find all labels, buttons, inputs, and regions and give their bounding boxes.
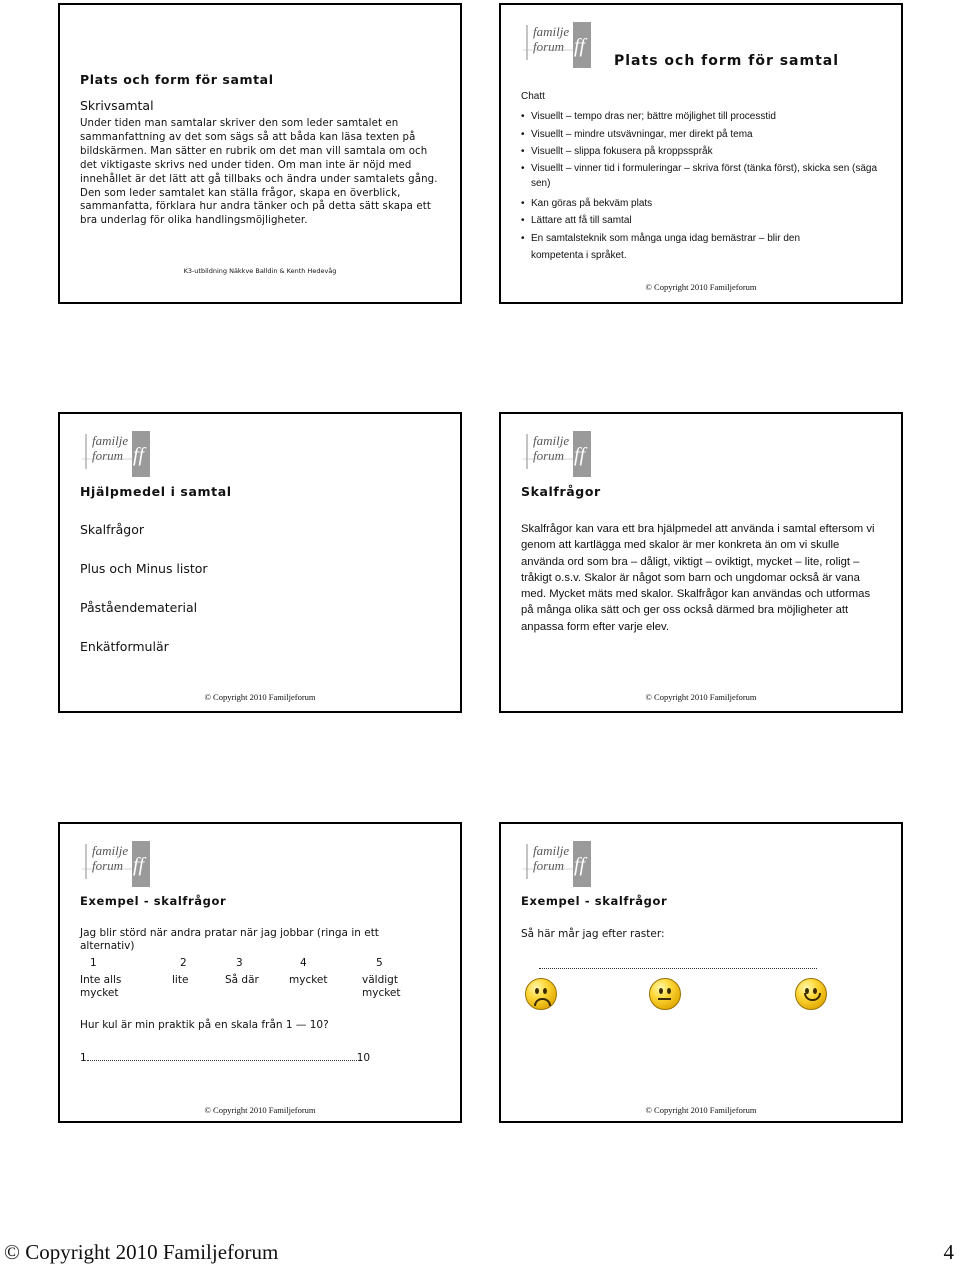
svg-text:familje: familje <box>533 433 570 448</box>
scale-number: 3 <box>236 957 243 969</box>
svg-text:familje: familje <box>533 24 570 39</box>
slide-heading: Chatt <box>521 91 545 102</box>
list-item: • Visuellt – tempo dras ner; bättre möjlighet till processtid <box>521 108 891 126</box>
familjeforum-logo <box>521 839 593 889</box>
slide-title: Skalfrågor <box>521 484 601 499</box>
svg-text:forum: forum <box>92 858 124 873</box>
scale-label: mycket <box>289 974 328 986</box>
question-text: Hur kul är min praktik på en skala från 1 — 10? <box>80 1019 329 1031</box>
list-item: Påståendematerial <box>80 600 198 615</box>
list-item: • En samtalsteknik som många unga idag bemästrar – blir den kompetenta i språket. <box>521 230 851 265</box>
scale-number: 1 <box>90 957 97 969</box>
prompt-text: Så här mår jag efter raster: <box>521 928 665 940</box>
slide-6 <box>499 822 903 1123</box>
happy-face-icon <box>795 978 827 1010</box>
scale-line <box>80 1052 370 1064</box>
scale-number: 4 <box>300 957 307 969</box>
copyright-text: © Copyright 2010 Familjeforum <box>645 692 757 702</box>
footer-copyright: © Copyright 2010 Familjeforum <box>4 1240 279 1264</box>
svg-text:ff: ff <box>133 854 145 876</box>
copyright-text: © Copyright 2010 Familjeforum <box>204 1105 316 1115</box>
svg-text:ff: ff <box>574 854 586 876</box>
slide-4 <box>499 412 903 713</box>
slide-title: Hjälpmedel i samtal <box>80 484 232 499</box>
question-text: Jag blir störd när andra pratar när jag jobbar (ringa in ett alternativ) <box>80 927 379 952</box>
scale-label: Så där <box>225 974 259 986</box>
slide-title: Plats och form för samtal <box>80 72 274 87</box>
list-item: Enkätformulär <box>80 639 169 654</box>
scale-label: väldigt mycket <box>362 974 401 999</box>
svg-text:forum: forum <box>533 39 565 54</box>
list-item: • Visuellt – vinner tid i formuleringar – skriva först (tänka först), skicka sen (säga sen) <box>521 161 891 192</box>
scale-label: Inte alls mycket <box>80 974 122 999</box>
scale-label: lite <box>172 974 189 986</box>
familjeforum-logo <box>80 429 152 479</box>
svg-text:forum: forum <box>533 448 565 463</box>
svg-text:familje: familje <box>533 843 570 858</box>
familjeforum-logo <box>521 20 593 70</box>
item-list <box>80 522 208 678</box>
copyright-text: © Copyright 2010 Familjeforum <box>645 282 757 292</box>
list-item: • Visuellt – slippa fokusera på kroppsspråk <box>521 143 891 161</box>
page-number: 4 <box>943 1240 954 1264</box>
svg-text:forum: forum <box>92 448 124 463</box>
slide-1 <box>58 3 462 304</box>
slide-body: Skalfrågor kan vara ett bra hjälpmedel att använda i samtal eftersom vi genom att kartlägga med skalor är mer konkreta än om vi skulle använda ord som bra – dåligt, viktigt – oviktigt, mycket – lite, roligt – tråkigt o.s.v. Skalor är något som barn och ungdomar också är vana med. Mycket mäts med skalor. Skalfrågor kan användas och utformas på många olika sätt och ger oss också därmed bra möjligheter att anpassa form efter varje elev. <box>521 523 875 633</box>
slide-title: Exempel - skalfrågor <box>80 894 227 908</box>
bullet-list <box>521 108 891 265</box>
scale-start: 1 <box>80 1052 87 1064</box>
svg-text:ff: ff <box>133 444 145 466</box>
dotted-line <box>87 1060 357 1061</box>
list-item: • Kan göras på bekväm plats <box>521 195 891 213</box>
svg-text:familje: familje <box>92 843 129 858</box>
svg-text:ff: ff <box>574 444 586 466</box>
page-footer <box>0 1238 960 1268</box>
copyright-text: © Copyright 2010 Familjeforum <box>645 1105 757 1115</box>
slide-5 <box>58 822 462 1123</box>
dotted-line <box>539 956 817 969</box>
scale-end: 10 <box>356 1052 371 1064</box>
slide-title: Plats och form för samtal <box>614 53 840 69</box>
familjeforum-logo <box>521 429 593 479</box>
svg-text:forum: forum <box>533 858 565 873</box>
slide-subtitle: Skrivsamtal <box>80 98 154 113</box>
sad-face-icon <box>525 978 557 1010</box>
slide-title: Exempel - skalfrågor <box>521 894 668 908</box>
neutral-face-icon <box>649 978 681 1010</box>
svg-text:ff: ff <box>574 35 586 57</box>
svg-text:familje: familje <box>92 433 129 448</box>
scale-number: 2 <box>180 957 187 969</box>
slide-2 <box>499 3 903 304</box>
slide-body: Under tiden man samtalar skriver den som leder samtalet en sammanfattning av det som sägs så att båda kan läsa texten på bildskärmen. Man sätter en rubrik om det man vill samtala om och det viktigaste skrivs ned under tiden. Om man inte är nöjd med innehållet är det lätt att gå tillbaks och ändra under samtalets gång. Den som leder samtalet kan ställa frågor, skapa en överblick, sammanfatta, förklara hur andra tänker och på detta sätt skapa ett bra underlag för olika handlingsmöjligheter. <box>80 118 438 227</box>
list-item: • Visuellt – mindre utsvävningar, mer direkt på tema <box>521 126 891 144</box>
scale-number: 5 <box>376 957 383 969</box>
copyright-text: © Copyright 2010 Familjeforum <box>204 692 316 702</box>
slide-footer: K3-utbildning Näkkve Balldin & Kenth Hedevåg <box>183 267 337 275</box>
list-item: Plus och Minus listor <box>80 561 208 576</box>
list-item: Skalfrågor <box>80 522 145 537</box>
list-item: • Lättare att få till samtal <box>521 212 891 230</box>
familjeforum-logo <box>80 839 152 889</box>
slide-3 <box>58 412 462 713</box>
